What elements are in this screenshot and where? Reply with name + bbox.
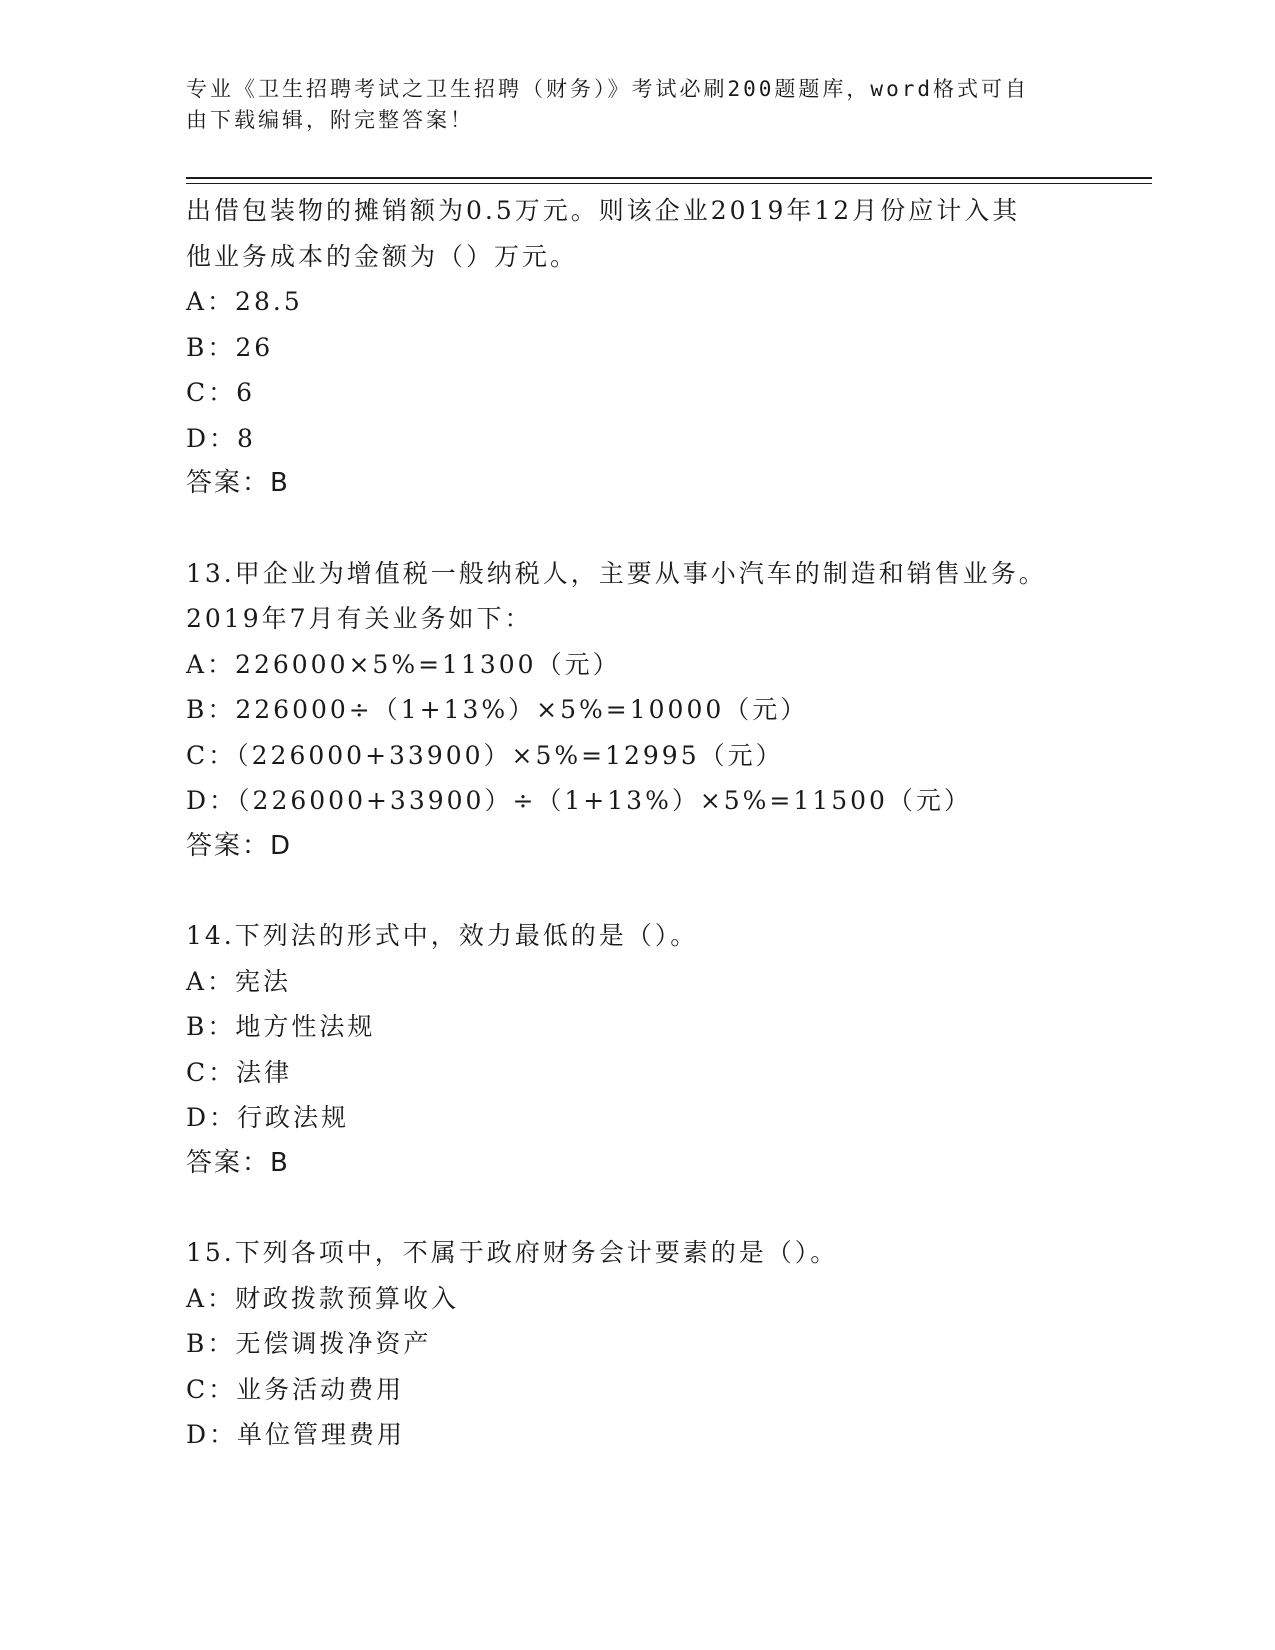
spacer bbox=[186, 1186, 1146, 1230]
spacer bbox=[186, 869, 1146, 913]
option-d: D：8 bbox=[186, 423, 256, 453]
question-stem-line: 14.下列法的形式中，效力最低的是（）。 bbox=[186, 921, 699, 950]
option-a: A：28.5 bbox=[186, 287, 303, 316]
answer-line: 答案：B bbox=[186, 1147, 290, 1178]
option-c: C：（226000+33900）×5%=12995（元） bbox=[186, 740, 784, 770]
question-stem-line: 他业务成本的金额为（）万元。 bbox=[186, 241, 579, 271]
option-d: D：（226000+33900）÷（1+13%）×5%=11500（元） bbox=[186, 786, 972, 815]
option-b: B：地方性法规 bbox=[186, 1012, 376, 1041]
question-stem-line: 15.下列各项中，不属于政府财务会计要素的是（）。 bbox=[186, 1238, 839, 1267]
question-stem-line: 2019年7月有关业务如下： bbox=[186, 604, 533, 633]
option-b: B：无偿调拨净资产 bbox=[186, 1329, 432, 1358]
header-divider-thin bbox=[186, 183, 1152, 184]
option-a: A：226000×5%=11300（元） bbox=[186, 649, 621, 679]
question-stem-line: 13.甲企业为增值税一般纳税人，主要从事小汽车的制造和销售业务。 bbox=[186, 558, 1047, 588]
option-b: B：226000÷（1+13%）×5%=10000（元） bbox=[186, 695, 809, 724]
question-stem-line: 出借包装物的摊销额为0.5万元。则该企业2019年12月份应计入其 bbox=[186, 196, 1021, 225]
question-block-14 bbox=[186, 913, 1146, 1186]
option-b: B：26 bbox=[186, 332, 274, 362]
question-block-12 bbox=[186, 188, 1146, 507]
spacer bbox=[186, 507, 1146, 551]
option-d: D：行政法规 bbox=[186, 1103, 350, 1132]
option-c: C：业务活动费用 bbox=[186, 1374, 405, 1404]
header-line-1: 专业《卫生招聘考试之卫生招聘（财务）》考试必刷200题题库，word格式可自 bbox=[186, 77, 1029, 101]
question-block-15 bbox=[186, 1230, 1146, 1458]
answer-line: 答案：D bbox=[186, 830, 293, 861]
option-c: C：法律 bbox=[186, 1057, 293, 1087]
answer-line: 答案：B bbox=[186, 468, 290, 498]
option-a: A：财政拨款预算收入 bbox=[186, 1283, 460, 1313]
header-divider-thick bbox=[186, 177, 1152, 179]
header-line-2: 由下载编辑，附完整答案！ bbox=[186, 108, 474, 132]
option-c: C：6 bbox=[186, 378, 256, 407]
question-list bbox=[186, 188, 1146, 1458]
document-header bbox=[186, 74, 1066, 136]
option-d: D：单位管理费用 bbox=[186, 1420, 406, 1449]
question-block-13 bbox=[186, 551, 1146, 870]
option-a: A：宪法 bbox=[186, 966, 292, 996]
